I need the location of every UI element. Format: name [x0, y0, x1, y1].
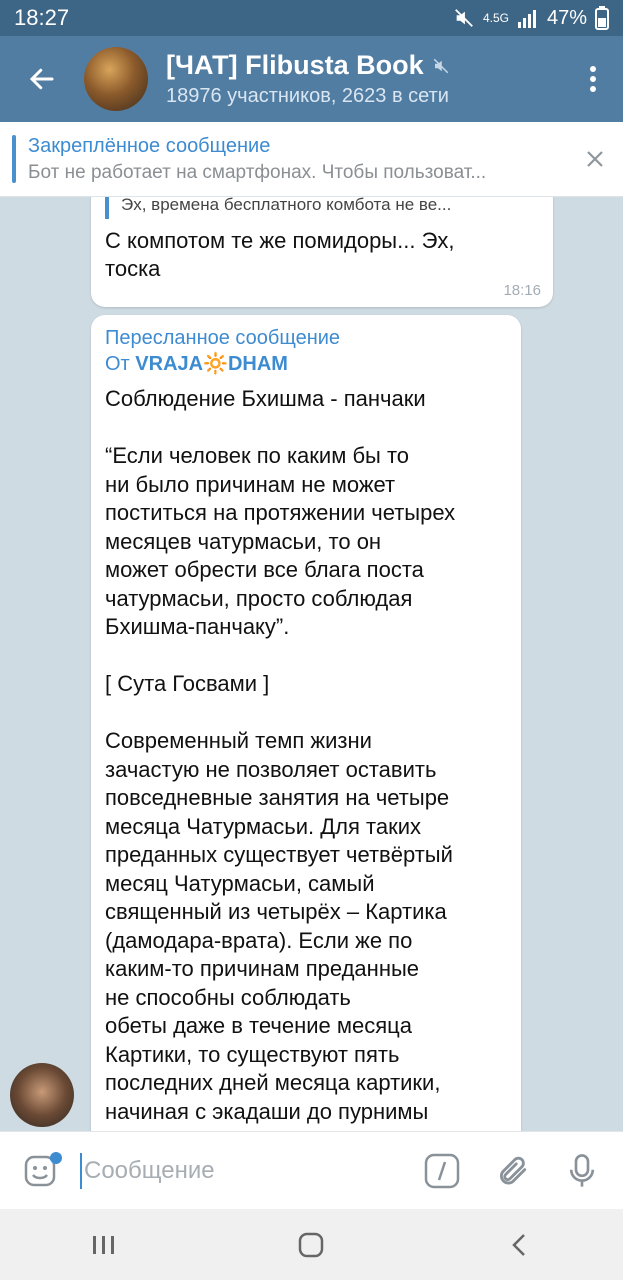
more-menu-button[interactable] — [563, 36, 623, 122]
battery-level: 47% — [546, 6, 587, 29]
recent-apps-button[interactable] — [59, 1215, 149, 1275]
pinned-content[interactable] — [28, 135, 567, 184]
system-navigation-bar — [0, 1209, 623, 1280]
forward-prefix: От — [105, 353, 136, 375]
signal-icon — [517, 8, 539, 28]
home-button[interactable] — [266, 1215, 356, 1275]
input-actions — [417, 1146, 607, 1196]
muted-chat-icon — [432, 57, 450, 75]
home-icon — [298, 1232, 324, 1258]
chat-subtitle: 18976 участников, 2623 в сети — [166, 85, 449, 107]
back-button[interactable] — [0, 36, 84, 122]
emoji-button[interactable] — [0, 1132, 80, 1210]
bot-commands-button[interactable] — [417, 1146, 467, 1196]
chat-avatar[interactable] — [84, 47, 148, 111]
slash-command-icon — [424, 1153, 460, 1189]
pinned-message-bar[interactable] — [0, 122, 623, 197]
paperclip-icon — [495, 1154, 529, 1188]
attach-button[interactable] — [487, 1146, 537, 1196]
pinned-body: Бот не работает на смартфонах. Чтобы пользоват... — [28, 161, 487, 183]
recent-apps-icon — [91, 1234, 117, 1256]
mute-icon — [453, 7, 475, 29]
status-time: 18:27 — [14, 5, 70, 30]
pinned-title: Закреплённое сообщение — [28, 134, 271, 157]
new-stickers-dot — [50, 1152, 62, 1164]
battery-icon — [595, 6, 609, 30]
message-input[interactable]: Сообщение — [80, 1153, 417, 1189]
chat-info[interactable] — [166, 50, 563, 108]
pinned-indicator — [12, 135, 16, 183]
chat-area[interactable] — [0, 197, 623, 1131]
forward-author[interactable]: VRAJA🔆DHAM — [135, 353, 288, 375]
voice-message-button[interactable] — [557, 1146, 607, 1196]
status-bar — [0, 0, 623, 36]
chat-title: [ЧАТ] Flibusta Book — [166, 50, 424, 80]
message-bubble[interactable] — [91, 197, 553, 307]
status-icons — [453, 6, 609, 30]
forwarded-message-bubble[interactable] — [91, 315, 521, 1131]
back-arrow-icon — [27, 64, 57, 94]
close-pinned-button[interactable] — [567, 122, 623, 196]
chevron-left-icon — [510, 1232, 528, 1258]
reply-snippet[interactable]: Эх, времена бесплатного комбота не ве... — [121, 197, 452, 214]
chat-title-row — [166, 50, 563, 81]
sender-avatar[interactable] — [10, 1063, 74, 1127]
close-icon — [586, 150, 604, 168]
forward-source[interactable] — [105, 351, 288, 376]
message-text: Соблюдение Бхишма - панчаки “Если человек по каким бы то ни было причинам не может поститься на протяжении четырех месяцев чатурмасьи, то он может обрести все блага поста чатурмасьи, просто соблюдая Бхишма-панчаку”. [ Сута Госвами ] Современный темп жизни зачастую не позволяет оставить повседневные занятия на четыре месяца Чатурмасьи. Для таких преданных существует четвёртый месяц Чатурмасьи, самый священный из четырёх – Картика (дамодара-врата). Если же по каким-то причинам преданные не способны соблюдать обеты даже в течение месяца Картики, то существуют пять последних дней месяца картики, начиная с экадаши до пурнимы — [105, 386, 456, 1124]
microphone-icon — [567, 1153, 597, 1189]
back-nav-button[interactable] — [474, 1215, 564, 1275]
message-text: С компотом те же помидоры... Эх, тоска — [105, 228, 455, 281]
more-vertical-icon — [589, 65, 597, 93]
reply-indicator — [105, 197, 109, 219]
forward-label: Пересланное сообщение — [105, 327, 341, 349]
network-type: 4.5G — [482, 11, 509, 25]
chat-header — [0, 36, 623, 122]
message-time: 18:16 — [503, 282, 541, 299]
message-input-bar — [0, 1131, 623, 1210]
